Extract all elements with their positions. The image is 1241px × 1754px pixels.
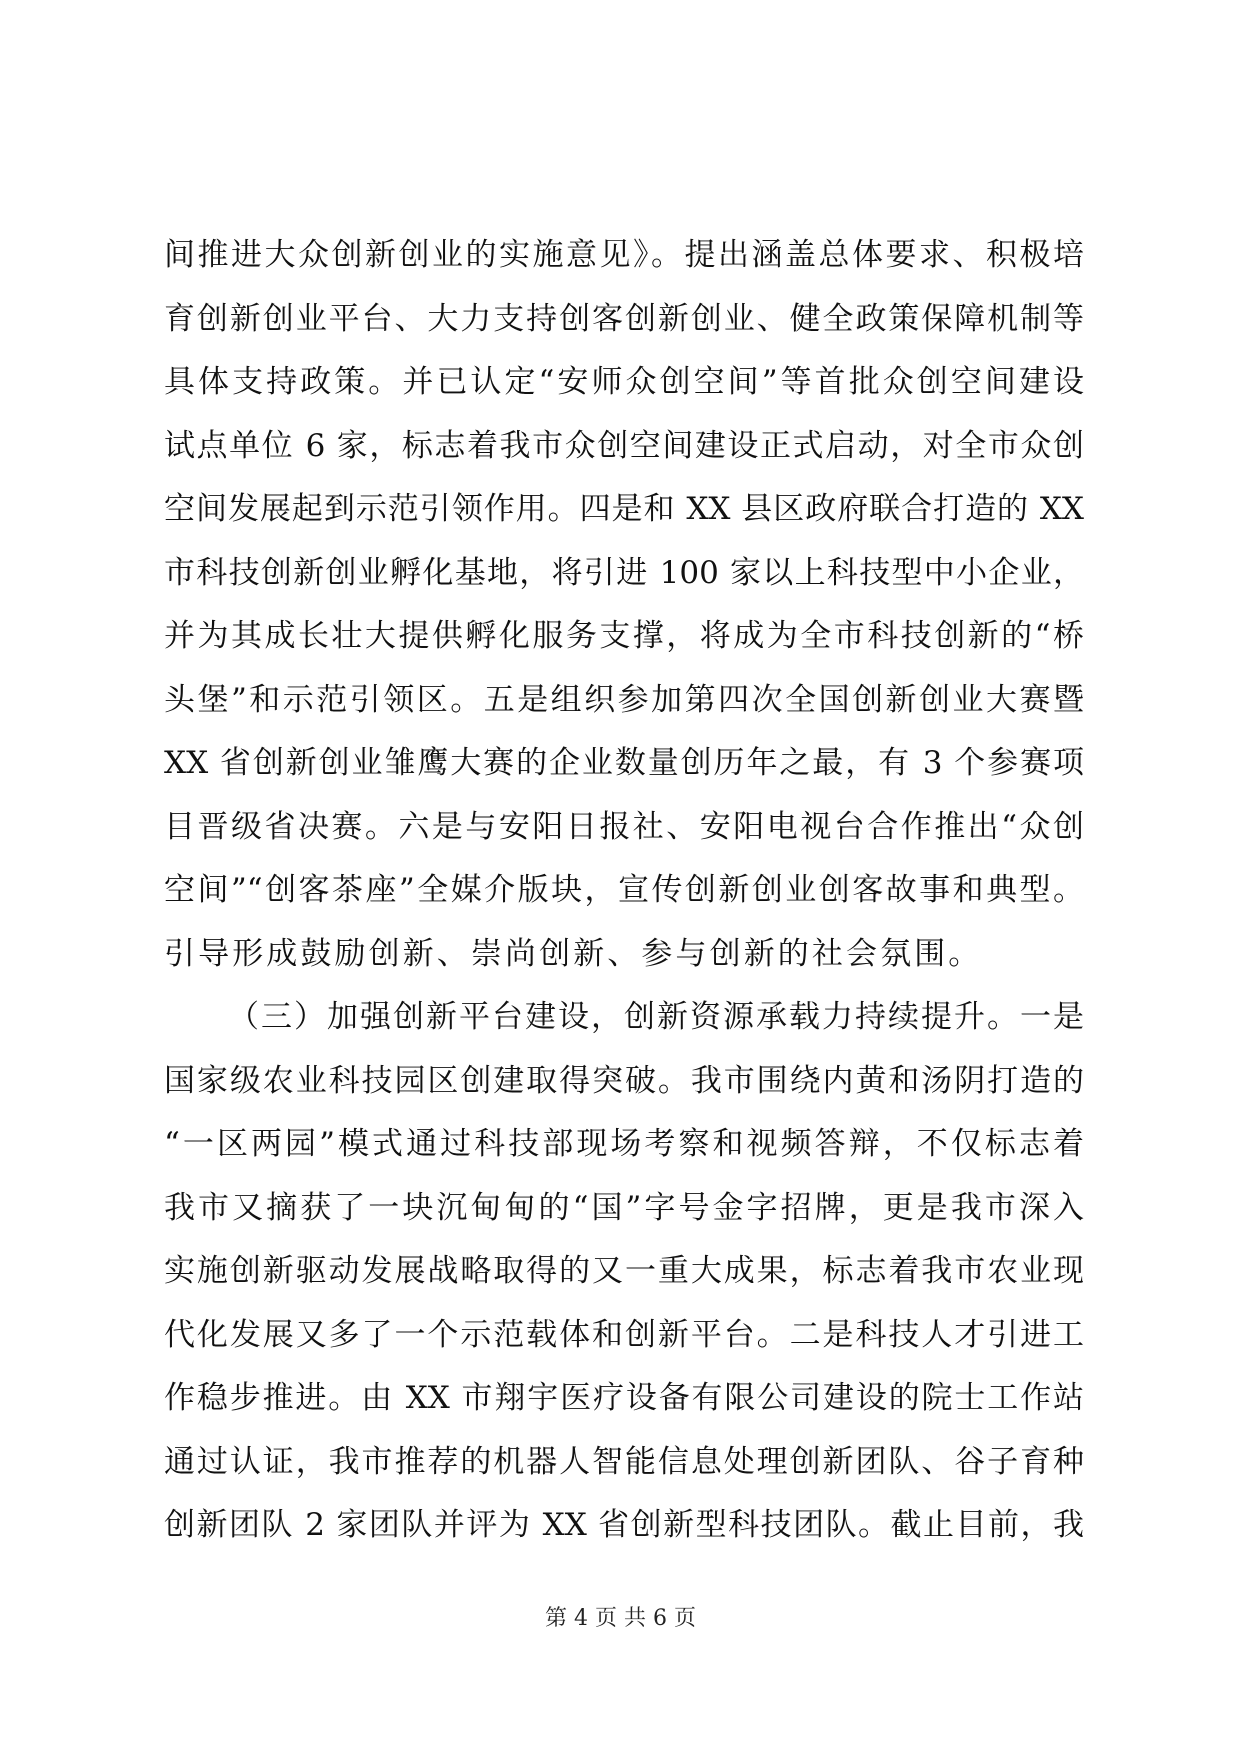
page-number-footer: 第 4 页 共 6 页 <box>545 1606 696 1631</box>
text-line: 我市又摘获了一块沉甸甸的“国”字号金字招牌，更是我市深入 <box>164 1189 1084 1226</box>
text-line: 通过认证，我市推荐的机器人智能信息处理创新团队、谷子育种 <box>164 1443 1084 1480</box>
text-line: 代化发展又多了一个示范载体和创新平台。二是科技人才引进工 <box>164 1316 1084 1353</box>
text-line: 头堡”和示范引领区。五是组织参加第四次全国创新创业大赛暨 <box>164 681 1084 718</box>
text-line: 试点单位 6 家，标志着我市众创空间建设正式启动，对全市众创 <box>164 427 1084 464</box>
section-heading-line: （三）加强创新平台建设，创新资源承载力持续提升。一是 <box>228 999 1084 1035</box>
text-line: 国家级农业科技园区创建取得突破。我市围绕内黄和汤阴打造的 <box>164 1062 1084 1099</box>
text-line: 创新团队 2 家团队并评为 XX 省创新型科技团队。截止目前，我 <box>164 1507 1084 1543</box>
text-line: 实施创新驱动发展战略取得的又一重大成果，标志着我市农业现 <box>164 1253 1084 1289</box>
text-line: 市科技创新创业孵化基地，将引进 100 家以上科技型中小企业， <box>164 554 1084 591</box>
text-line: 引导形成鼓励创新、崇尚创新、参与创新的社会氛围。 <box>164 935 983 972</box>
text-line: “一区两园”模式通过科技部现场考察和视频答辩，不仅标志着 <box>164 1126 1084 1162</box>
body-text <box>164 224 1084 1558</box>
text-line: 空间”“创客茶座”全媒介版块，宣传创新创业创客故事和典型。 <box>164 872 1084 908</box>
text-line: 具体支持政策。并已认定“安师众创空间”等首批众创空间建设 <box>164 364 1084 400</box>
text-line: 作稳步推进。由 XX 市翔宇医疗设备有限公司建设的院士工作站 <box>164 1380 1084 1416</box>
text-line: 并为其成长壮大提供孵化服务支撑，将成为全市科技创新的“桥 <box>164 618 1084 654</box>
text-line: 目晋级省决赛。六是与安阳日报社、安阳电视台合作推出“众创 <box>164 808 1084 845</box>
text-line: 空间发展起到示范引领作用。四是和 XX 县区政府联合打造的 XX <box>164 491 1084 527</box>
text-line: 间推进大众创新创业的实施意见》。提出涵盖总体要求、积极培 <box>164 237 1084 273</box>
text-line: XX 省创新创业雏鹰大赛的企业数量创历年之最，有 3 个参赛项 <box>164 745 1084 781</box>
text-line: 育创新创业平台、大力支持创客创新创业、健全政策保障机制等 <box>164 300 1084 337</box>
